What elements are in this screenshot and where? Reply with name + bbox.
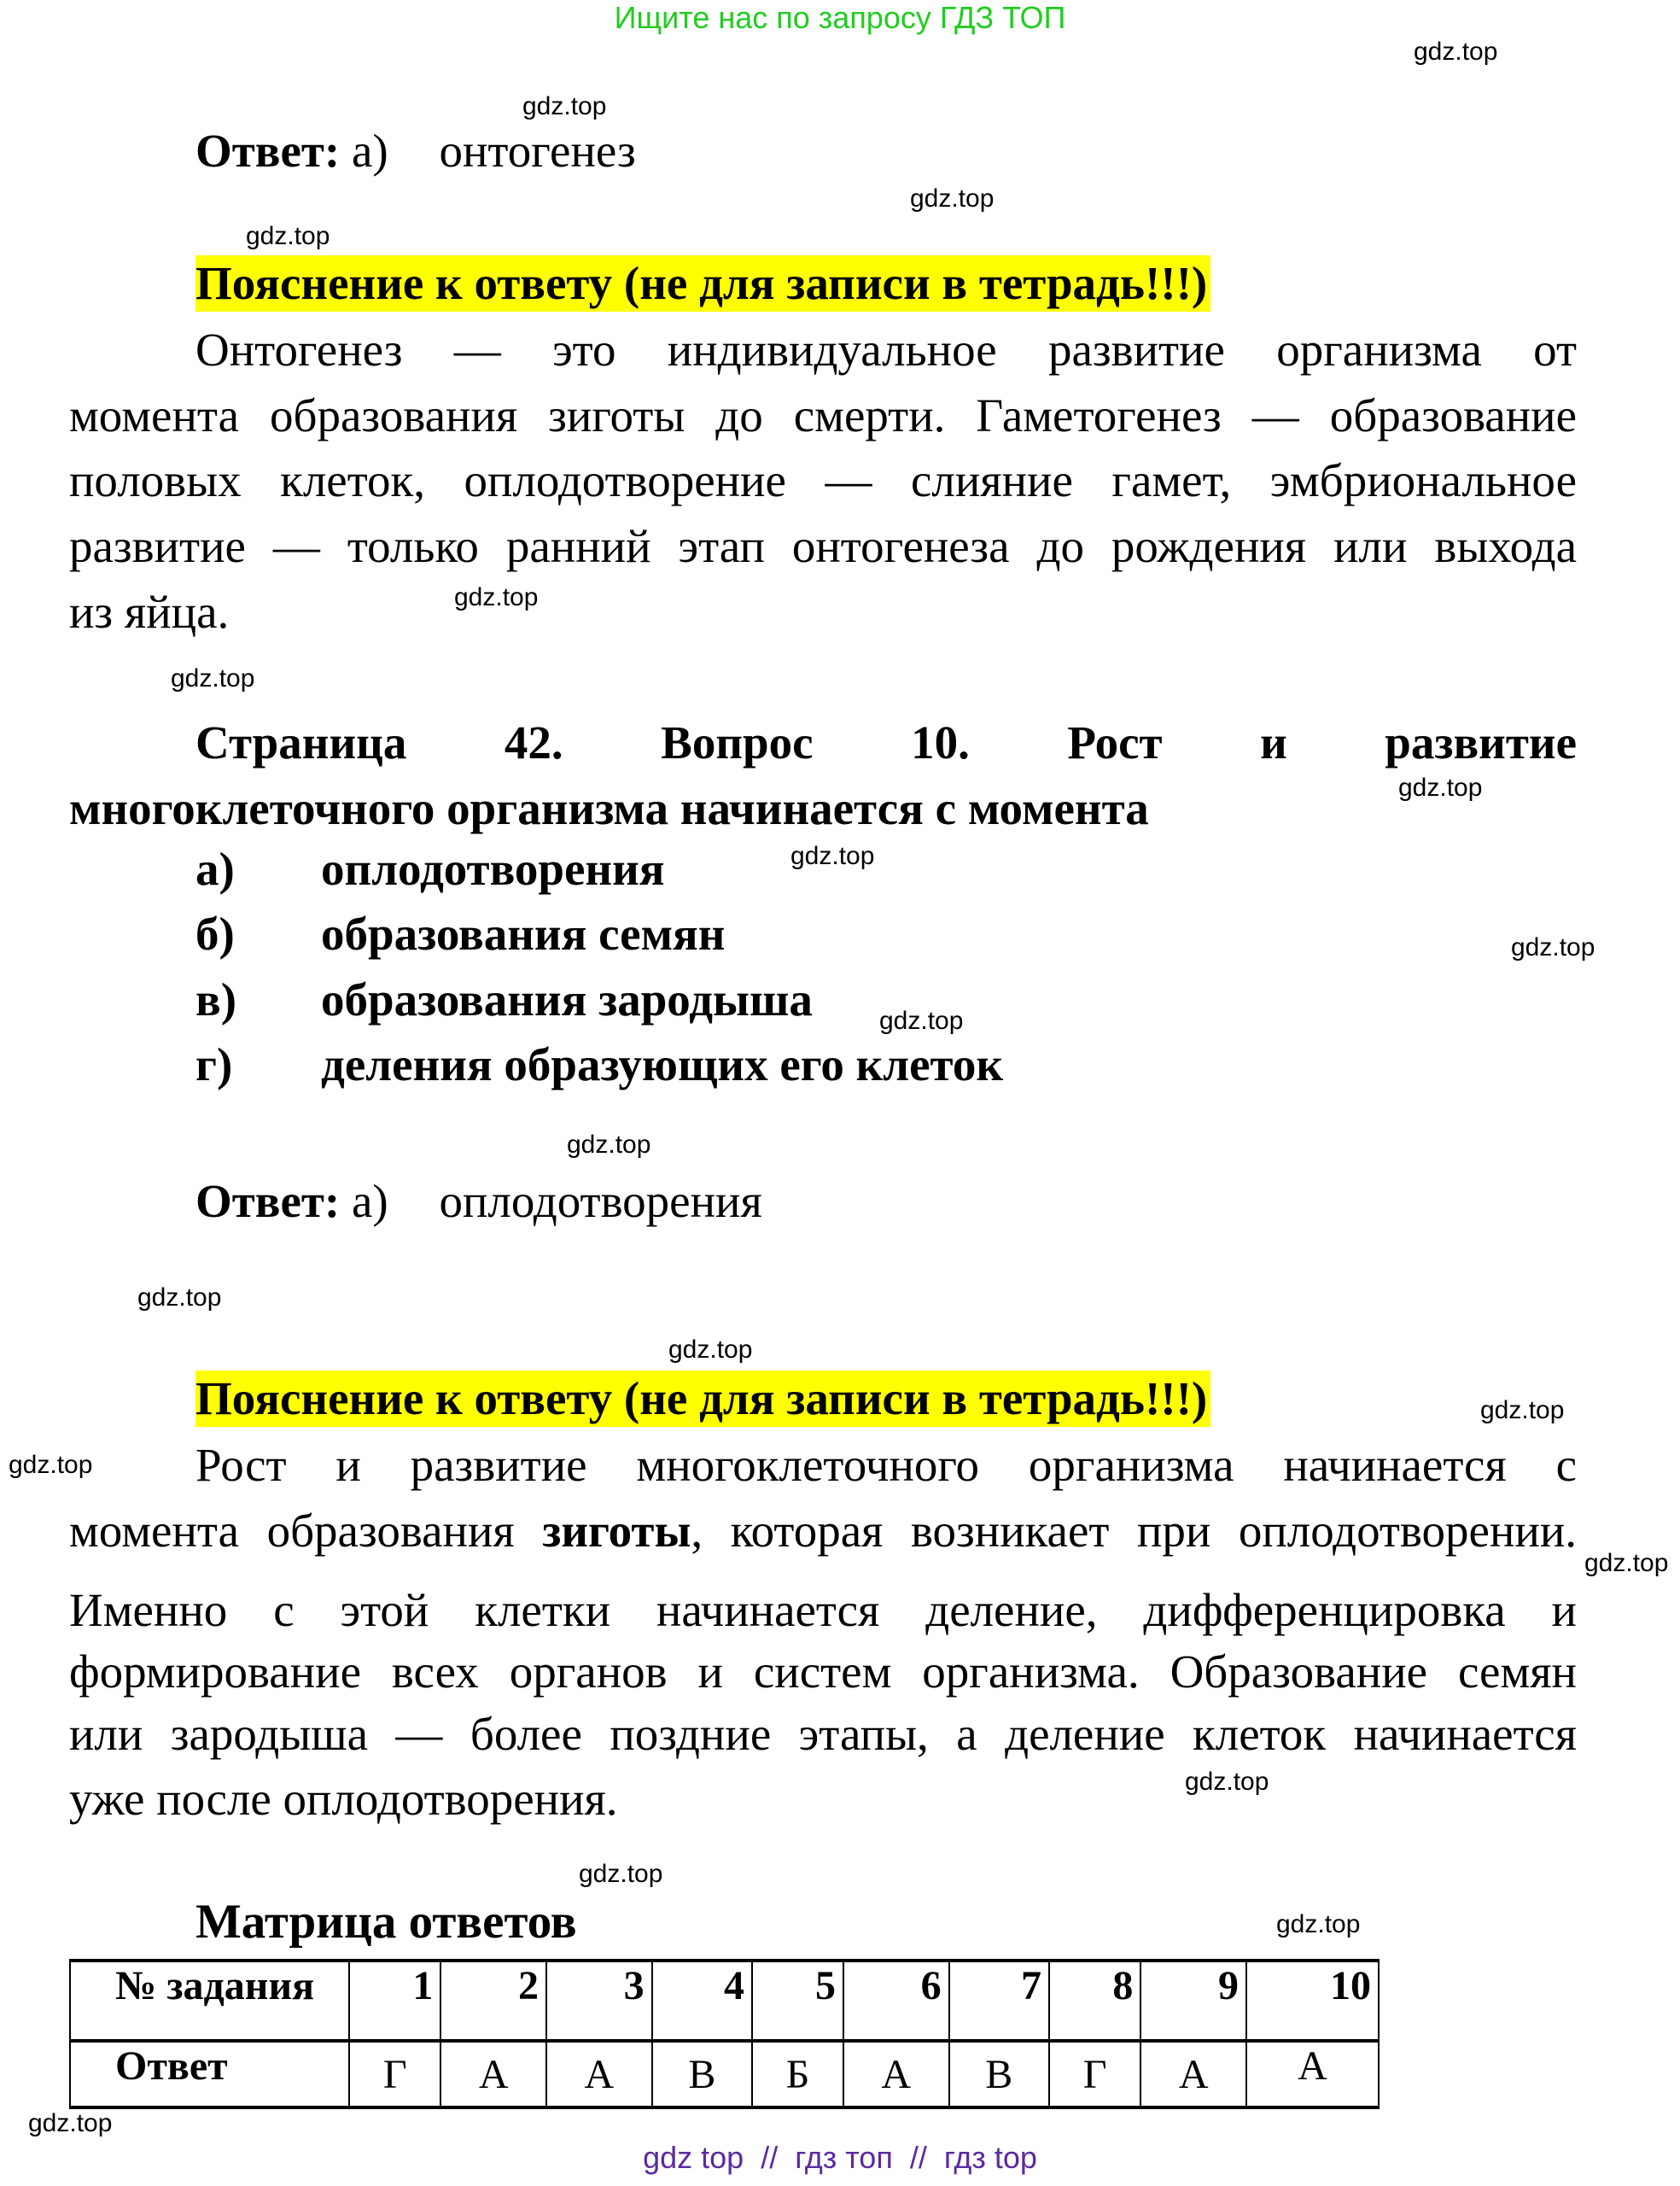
answer-letter: а) <box>352 125 388 177</box>
option-letter: в) <box>195 973 237 1026</box>
watermark: gdz.top <box>246 222 330 250</box>
watermark: gdz.top <box>1276 1910 1361 1938</box>
answer-letter: а) <box>352 1175 388 1227</box>
task-number: 7 <box>949 1961 1049 2041</box>
text-line: Онтогенез — это индивидуальное развитие организма от <box>195 324 1577 376</box>
search-banner: Ищите нас по запросу ГДЗ ТОП <box>614 0 1066 35</box>
footer-links[interactable]: gdz top // гдз топ // гдз top <box>643 2140 1037 2175</box>
option-letter: б) <box>195 908 235 960</box>
task-number: 1 <box>349 1961 440 2041</box>
watermark: gdz.top <box>137 1283 222 1312</box>
text-line: или зародыша — более поздние этапы, а деление клеток начинается <box>69 1708 1577 1760</box>
answer-line <box>195 1174 762 1228</box>
task-number: 6 <box>843 1961 949 2041</box>
answer-cell: А <box>1246 2041 1379 2107</box>
text-line: половых клеток, оплодотворение — слияние гамет, эмбриональное <box>69 454 1577 506</box>
text-line: из яйца. <box>69 586 230 638</box>
note-heading: Пояснение к ответу (не для записи в тетрадь!!!) <box>195 255 1210 312</box>
option-letter: г) <box>195 1038 233 1090</box>
text-line: Рост и развитие многоклеточного организма начинается с <box>195 1439 1577 1491</box>
task-number: 9 <box>1140 1961 1246 2041</box>
answer-matrix-table <box>69 1959 1380 2109</box>
task-number: 3 <box>546 1961 652 2041</box>
text-line: уже после оплодотворения. <box>69 1773 618 1825</box>
task-number: 10 <box>1246 1961 1379 2041</box>
row-header: № задания <box>70 1961 349 2041</box>
text-segment: , которая возникает при оплодотворении. <box>691 1505 1577 1557</box>
text-line: формирование всех органов и систем организма. Образование семян <box>69 1645 1577 1698</box>
task-number: 2 <box>440 1961 546 2041</box>
answer-cell: А <box>546 2041 652 2107</box>
watermark: gdz.top <box>668 1336 753 1364</box>
option-text: оплодотворения <box>321 843 665 895</box>
option-letter: а) <box>195 843 235 895</box>
answer-cell: В <box>652 2041 752 2107</box>
watermark: gdz.top <box>1584 1549 1669 1577</box>
text-line: развитие — только ранний этап онтогенеза до рождения или выхода <box>69 520 1577 572</box>
answer-cell: Г <box>349 2041 440 2107</box>
watermark: gdz.top <box>1414 38 1498 66</box>
watermark: gdz.top <box>171 664 255 693</box>
watermark: gdz.top <box>28 2109 113 2137</box>
watermark: gdz.top <box>1480 1396 1565 1424</box>
text-line <box>69 1499 1577 1564</box>
answer-cell: В <box>949 2041 1049 2107</box>
answer-cell: Б <box>752 2041 843 2107</box>
table-row <box>70 1961 1379 2041</box>
task-number: 8 <box>1049 1961 1140 2041</box>
watermark: gdz.top <box>579 1860 663 1888</box>
answer-cell: А <box>843 2041 949 2107</box>
watermark: gdz.top <box>567 1131 651 1159</box>
answer-header: Ответ <box>70 2041 349 2107</box>
answer-label: Ответ: <box>195 125 341 177</box>
question-title: Страница 42. Вопрос 10. Рост и развитие <box>195 716 1577 769</box>
task-number: 4 <box>652 1961 752 2041</box>
table-row <box>70 2041 1379 2107</box>
option-text: деления образующих его клеток <box>321 1038 1004 1090</box>
answer-cell: А <box>440 2041 546 2107</box>
answer-line <box>195 124 636 178</box>
option-text: образования зародыша <box>321 973 813 1026</box>
option-text: образования семян <box>321 908 726 960</box>
bold-term: зиготы <box>542 1505 691 1557</box>
text-segment: момента образования <box>69 1505 543 1557</box>
watermark: gdz.top <box>454 583 539 611</box>
watermark: gdz.top <box>1185 1768 1269 1796</box>
answer-text: оплодотворения <box>439 1175 762 1227</box>
watermark: gdz.top <box>1511 933 1595 961</box>
watermark: gdz.top <box>522 92 607 120</box>
note-heading: Пояснение к ответу (не для записи в тетрадь!!!) <box>195 1371 1210 1427</box>
watermark: gdz.top <box>9 1451 93 1479</box>
answer-label: Ответ: <box>195 1175 341 1227</box>
answer-cell: А <box>1140 2041 1246 2107</box>
watermark: gdz.top <box>1398 774 1483 802</box>
watermark: gdz.top <box>790 842 875 870</box>
watermark: gdz.top <box>879 1007 964 1035</box>
answer-text: онтогенез <box>439 125 636 177</box>
answer-cell: Г <box>1049 2041 1140 2107</box>
text-line: Именно с этой клетки начинается деление, дифференцировка и <box>69 1584 1577 1636</box>
matrix-title: Матрица ответов <box>195 1895 577 1949</box>
question-text: многоклеточного организма начинается с момента <box>69 782 1149 834</box>
text-line: момента образования зиготы до смерти. Гаметогенез — образование <box>69 389 1577 441</box>
task-number: 5 <box>752 1961 843 2041</box>
watermark: gdz.top <box>910 184 995 213</box>
